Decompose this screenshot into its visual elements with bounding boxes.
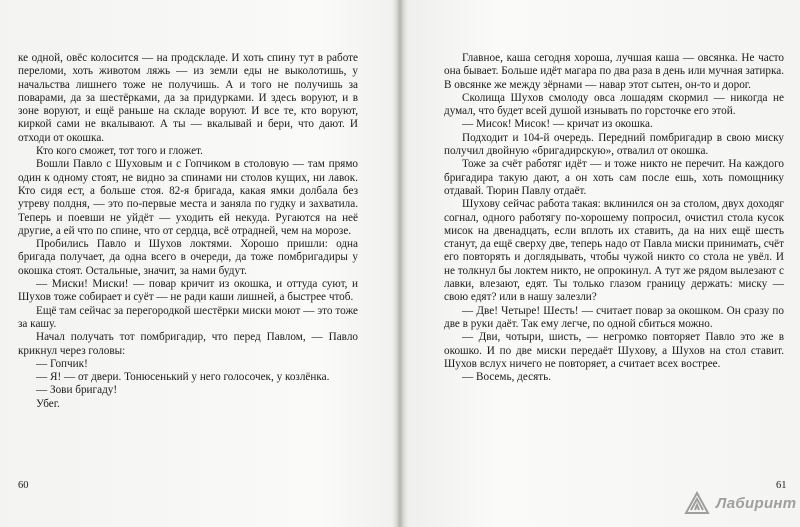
right-paragraph: — Восемь, десять. — [462, 371, 551, 384]
left-paragraph: — Зови бригаду! — [36, 384, 118, 397]
right-paragraph: — Мисок! Мисок! — кричат из окошка. — [462, 118, 653, 131]
left-page-number: 60 — [18, 480, 29, 491]
right-page-number: 61 — [776, 480, 787, 491]
right-paragraph: Сколища Шухов смолоду овса лошадям скормил — никогда не думал, что будет всей душой изнывать по горсточке его этой. — [444, 91, 784, 118]
right-paragraph: Шухову сейчас работа такая: вклинился он за столом, двух доходяг согнал, одного работягу по-хорошему попросил, очистил стола кусок мисок на двенадцать, если вплоть их ставить, да на них ещё шесть станут, да ещё сверху две, теперь надо от Павла миски принимать, счёт его повторять и доглядывать, чтобы чужой никто со стола не увёл. И не толкнул бы локтем никто, не опрокинул. А тут же рядом вылезают с лавки, влезают, едят. Ты только глазом границу держать: миску — свою едят? или в нашу залезли? — [444, 198, 785, 304]
left-paragraph: ке одной, овёс колосится — на продскладе. И хоть спину тут в работе переломи, хоть животом ляжь — из земли еды не выколотишь, у начальства лишнего тоже не получишь. А и того не получишь за поварами, да за шестёрками, да за придурками. И здесь воруют, и в зоне воруют, и ещё раньше на складе воруют. И все те, кто воруют, киркой сами не вкалывают. А ты — вкалывай и бери, что дают. И отходи от окошка. — [18, 52, 358, 144]
watermark — [682, 488, 796, 518]
left-paragraph: — Гопчик! — [36, 357, 88, 370]
right-paragraph: Тоже за счёт работяг идёт — и тоже никто не перечит. На каждого бригадира такую дают, а он хоть сам после ешь, хоть помощнику отдавай. Тюрин Павлу отдаёт. — [444, 158, 784, 197]
left-paragraph: — Миски! Миски! — повар кричит из окошка, и оттуда суют, и Шухов тоже собирает и суёт — не ради каши лишней, а быстрее чтоб. — [18, 278, 358, 304]
left-paragraph: Вошли Павло с Шуховым и с Гопчиком в столовую — там прямо один к одному стоят, не видно за спинами ни столов кущих, ни лавок. Кто сидя ест, а больше стоя. 82-я бригада, какая ямки долбала без утреву полдня, — это по-первые места и заняла по гудку и захватила. Теперь и поевши не уйдёт — уходить ей некуда. Ругаются на неё другие, а ей что по спине, что от сердца, всё отрадней, чем на морозе. — [18, 158, 358, 237]
left-paragraph: Убег. — [36, 397, 60, 410]
left-page-text — [18, 52, 358, 411]
right-paragraph: Подходит и 104-й очередь. Передний помбригадир в свою миску получил двойную «бригадирскую», отвалил от окошка. — [444, 131, 784, 158]
labyrinth-logo-icon — [682, 489, 712, 517]
right-paragraph: — Дви, чотыри, шисть, — негромко повторяет Павло это же в окошко. И по две миски передаёт Шухову, а Шухов на стол ставит. Шухов вслух ничего не повторяет, а считает всех востреe. — [444, 331, 784, 370]
left-paragraph: — Я! — от двери. Тонюсенький у него голосочек, у козлёнка. — [36, 371, 330, 384]
right-page — [400, 0, 800, 527]
left-paragraph: Кто кого сможет, тот того и гложет. — [36, 145, 203, 158]
right-paragraph: — Две! Четыре! Шесть! — считает повар за окошком. Он сразу по две в руки даёт. Так ему легче, по одной сбиться можно. — [444, 304, 784, 330]
watermark-text: Лабиринт — [716, 494, 797, 512]
right-page-text — [444, 52, 784, 384]
left-paragraph: Начал получать тот помбригадир, что перед Павлом, — Павло крикнул через головы: — [18, 331, 358, 357]
right-paragraph: Главное, каша сегодня хороша, лучшая каша — овсянка. Не часто она бывает. Больше идёт магара по два раза в день или мучная затирка. В овсянке же между зёрнами — навар этот сытен, он-то и дорог. — [444, 52, 784, 91]
left-paragraph: Ещё там сейчас за перегородкой шестёрки миски моют — это тоже за кашу. — [18, 304, 358, 330]
left-paragraph: Пробились Павло и Шухов локтями. Хорошо пришли: одна бригада получает, да одна всего в очереди, да тоже помбригадиры у окошка стоят. Остальные, значит, за нами будут. — [18, 238, 358, 277]
